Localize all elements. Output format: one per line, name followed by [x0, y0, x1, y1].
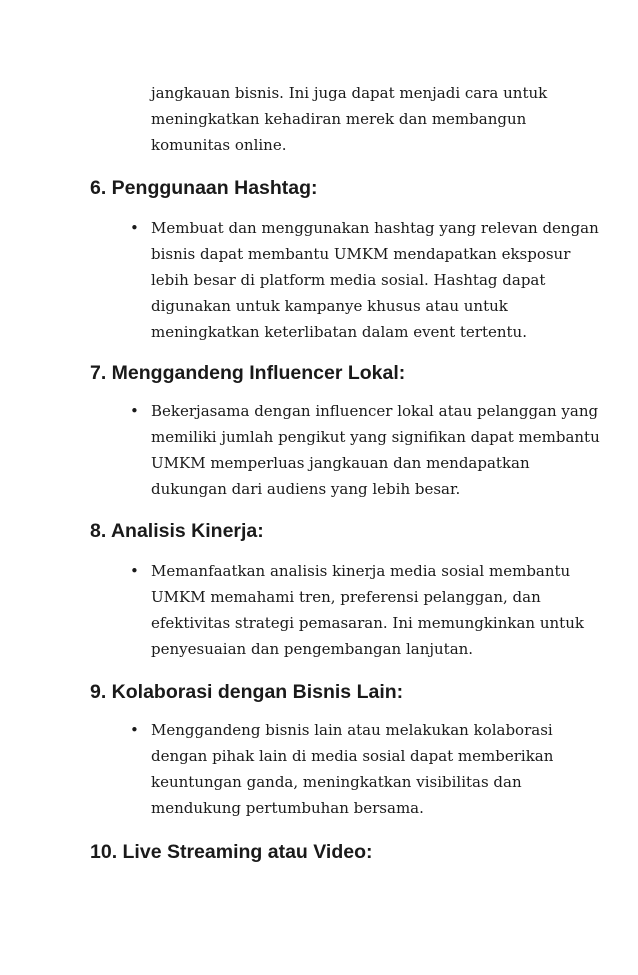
intro-line: jangkauan bisnis. Ini juga dapat menjadi cara untuk — [151, 84, 548, 102]
list-item-line: UMKM memahami tren, preferensi pelanggan, dan — [151, 588, 541, 606]
bullet-dot: • — [130, 562, 139, 580]
intro-line: meningkatkan kehadiran merek dan membangun — [151, 110, 527, 128]
bullet-list-kolaborasi — [130, 717, 571, 821]
bullet-list-influencer — [130, 398, 600, 502]
intro-paragraph — [151, 80, 571, 158]
section-heading-hashtag: 6. Penggunaan Hashtag: — [90, 177, 318, 199]
list-item-line: Membuat dan menggunakan hashtag yang relevan dengan — [151, 219, 599, 237]
list-item-line: penyesuaian dan pengembangan lanjutan. — [151, 640, 474, 658]
list-item-line: UMKM memperluas jangkauan dan mendapatkan — [151, 454, 530, 472]
section-heading-live-streaming: 10. Live Streaming atau Video: — [90, 841, 373, 863]
list-item-line: memiliki jumlah pengikut yang signifikan dapat membantu — [151, 428, 600, 446]
list-item-line: digunakan untuk kampanye khusus atau untuk — [151, 297, 508, 315]
list-item-line: Menggandeng bisnis lain atau melakukan kolaborasi — [151, 721, 553, 739]
list-item-line: Bekerjasama dengan influencer lokal atau pelanggan yang — [151, 402, 599, 420]
list-item — [130, 558, 584, 662]
bullet-dot: • — [130, 402, 139, 420]
section-heading-influencer: 7. Menggandeng Influencer Lokal: — [90, 362, 406, 384]
list-item-line: dengan pihak lain di media sosial dapat memberikan — [151, 747, 554, 765]
intro-line: komunitas online. — [151, 136, 287, 154]
list-item-line: bisnis dapat membantu UMKM mendapatkan eksposur — [151, 245, 571, 263]
bullet-dot: • — [130, 721, 139, 739]
list-item-line: lebih besar di platform media sosial. Hashtag dapat — [151, 271, 546, 289]
list-item — [130, 717, 571, 821]
list-item — [130, 215, 599, 345]
list-item-line: Memanfaatkan analisis kinerja media sosial membantu — [151, 562, 571, 580]
list-item-line: keuntungan ganda, meningkatkan visibilitas dan — [151, 773, 522, 791]
bullet-list-analisis — [130, 558, 584, 662]
list-item — [130, 398, 600, 502]
list-item-line: mendukung pertumbuhan bersama. — [151, 799, 424, 817]
list-item-line: dukungan dari audiens yang lebih besar. — [151, 480, 461, 498]
list-item-line: efektivitas strategi pemasaran. Ini memungkinkan untuk — [151, 614, 584, 632]
list-item-line: meningkatkan keterlibatan dalam event tertentu. — [151, 323, 527, 341]
section-heading-analisis: 8. Analisis Kinerja: — [90, 520, 264, 542]
bullet-dot: • — [130, 219, 139, 237]
bullet-list-hashtag — [130, 215, 599, 345]
section-heading-kolaborasi: 9. Kolaborasi dengan Bisnis Lain: — [90, 681, 404, 703]
